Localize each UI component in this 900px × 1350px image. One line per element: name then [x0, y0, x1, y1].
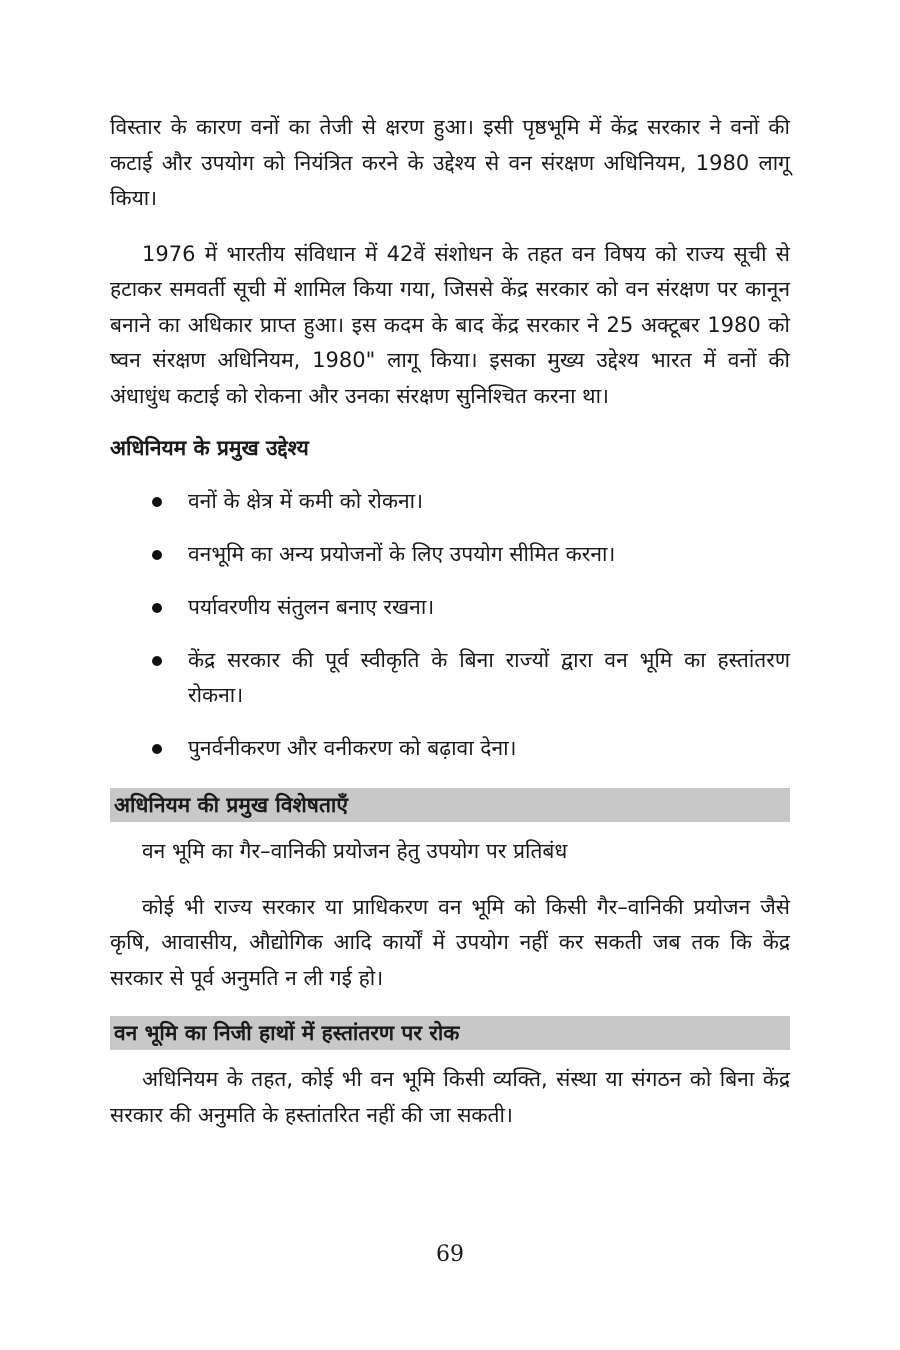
list-item [110, 484, 790, 519]
list-item-text: पर्यावरणीय संतुलन बनाए रखना। [188, 595, 435, 619]
list-item [110, 643, 790, 713]
feature1-subheading: वन भूमि का गैर–वानिकी प्रयोजन हेतु उपयोग पर प्रतिबंध [142, 839, 568, 863]
list-item-text: केंद्र सरकार की पूर्व स्वीकृति के बिना राज्यों द्वारा वन भूमि का हस्तांतरण रोकना। [188, 648, 790, 707]
list-item-text: वनों के क्षेत्र में कमी को रोकना। [188, 489, 424, 513]
bullet-icon [152, 603, 162, 613]
bullet-icon [152, 497, 162, 507]
intro-paragraph: विस्तार के कारण वनों का तेजी से क्षरण हुआ। इसी पृष्ठभूमि में केंद्र सरकार ने वनों की कटाई और उपयोग को नियंत्रित करने के उद्देश्य से वन संरक्षण अधिनियम, 1980 लागू किया। [110, 115, 790, 210]
list-item [110, 537, 790, 572]
bullet-icon [152, 744, 162, 754]
feature1-paragraph: कोई भी राज्य सरकार या प्राधिकरण वन भूमि को किसी गैर–वानिकी प्रयोजन जैसे कृषि, आवासीय, औद्योगिक आदि कार्यों में उपयोग नहीं कर सकती जब तक कि केंद्र सरकार से पूर्व अनुमति न ली गई हो। [110, 894, 790, 990]
list-item [110, 731, 790, 766]
bullet-icon [152, 550, 162, 560]
transfer-paragraph: अधिनियम के तहत, कोई भी वन भूमि किसी व्यक्ति, संस्था या संगठन को बिना केंद्र सरकार की अनुमति के हस्तांतरित नहीं की जा सकती। [110, 1067, 790, 1127]
amendment-paragraph: 1976 में भारतीय संविधान में 42वें संशोधन के तहत वन विषय को राज्य सूची से हटाकर समवर्ती सूची में शामिल किया गया, जिससे केंद्र सरकार को वन संरक्षण पर कानून बनाने का अधिकार प्राप्त हुआ। इस कदम के बाद केंद्र सरकार ने 25 अक्टूबर 1980 को ष्वन संरक्षण अधिनियम, 1980" लागू किया। इसका मुख्य उद्देश्य भारत में वनों की अंधाधुंध कटाई को रोकना और उनका संरक्षण सुनिश्चित करना था। [110, 241, 790, 408]
page-number: 69 [436, 1242, 464, 1267]
bullet-icon [152, 656, 162, 666]
objectives-heading: अधिनियम के प्रमुख उद्देश्य [110, 436, 309, 460]
list-item-text: वनभूमि का अन्य प्रयोजनों के लिए उपयोग सीमित करना। [188, 542, 616, 566]
list-item-text: पुनर्वनीकरण और वनीकरण को बढ़ावा देना। [188, 736, 517, 760]
objectives-list [110, 484, 790, 766]
page-content [110, 110, 790, 1153]
transfer-heading: वन भूमि का निजी हाथों में हस्तांतरण पर रोक [110, 1016, 790, 1050]
features-heading: अधिनियम की प्रमुख विशेषताएँ [110, 788, 790, 822]
list-item [110, 590, 790, 625]
